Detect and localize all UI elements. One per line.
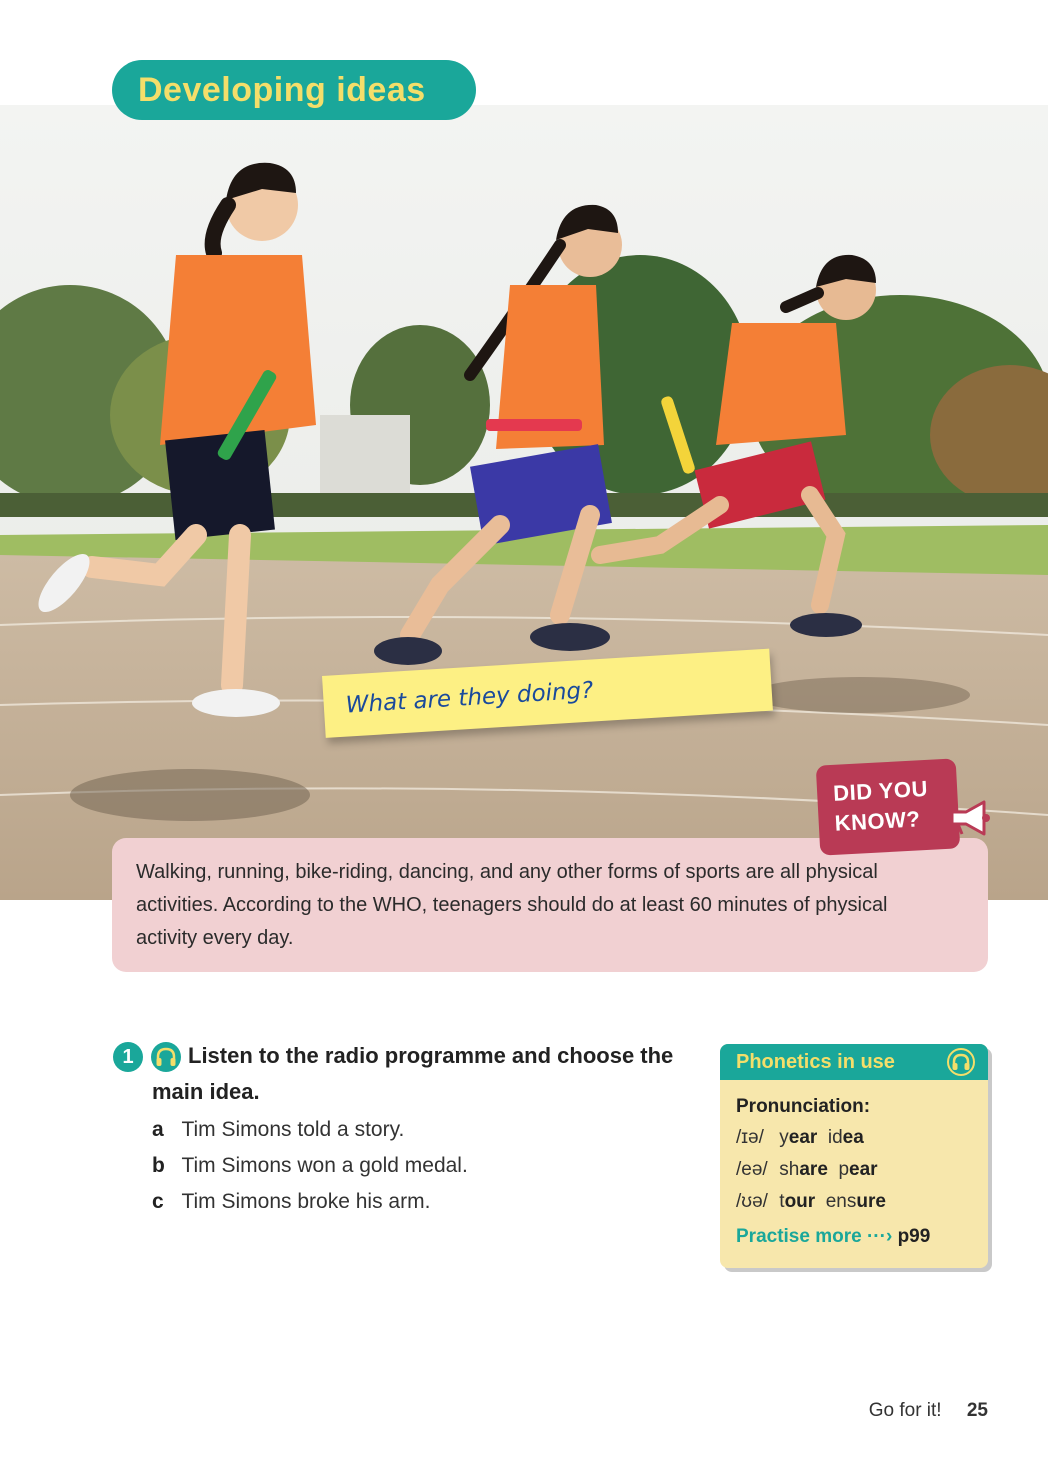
- phonetic-symbol: /eə/: [736, 1159, 768, 1180]
- option-letter: a: [152, 1118, 164, 1141]
- section-title: Developing ideas: [138, 70, 426, 109]
- example-word: tour: [779, 1191, 816, 1212]
- practise-page: p99: [897, 1226, 931, 1247]
- section-title-pill: [112, 60, 476, 120]
- phonetic-row: [736, 1154, 988, 1186]
- example-word: ensure: [825, 1191, 886, 1212]
- answer-options: [152, 1112, 468, 1220]
- exercise-number-badge: [113, 1042, 143, 1072]
- option-b[interactable]: [152, 1148, 468, 1184]
- exercise-instruction: Listen to the radio programme and choose the main idea.: [152, 1043, 674, 1104]
- phonetics-box: [720, 1044, 988, 1268]
- example-word: share: [779, 1159, 828, 1180]
- pronunciation-title: Pronunciation:: [736, 1096, 871, 1117]
- option-text: Tim Simons told a story.: [181, 1118, 405, 1141]
- option-text: Tim Simons broke his arm.: [181, 1190, 431, 1213]
- dyk-tag-line1: DID YOU: [832, 775, 929, 806]
- phonetics-header: [720, 1044, 988, 1080]
- phonetic-row: [736, 1122, 988, 1154]
- did-you-know-box: [112, 838, 988, 972]
- exercise-number: 1: [122, 1045, 134, 1068]
- page-footer: [869, 1400, 988, 1422]
- phonetic-symbol: /ʊə/: [736, 1191, 768, 1212]
- example-word: idea: [827, 1127, 864, 1148]
- did-you-know-tag: [816, 758, 961, 855]
- option-text: Tim Simons won a gold medal.: [181, 1154, 468, 1177]
- option-a[interactable]: [152, 1112, 468, 1148]
- example-word: year: [779, 1127, 818, 1148]
- example-word: pear: [838, 1159, 878, 1180]
- headphones-icon[interactable]: [946, 1047, 976, 1083]
- phonetic-symbol: /ɪə/: [736, 1127, 764, 1148]
- arrow-icon: ···›: [866, 1226, 893, 1247]
- option-letter: c: [152, 1190, 164, 1213]
- did-you-know-text: Walking, running, bike-riding, dancing, and any other forms of sports are all physical activities. According to the WHO, teenagers should do at least 60 minutes of physical activity every day.: [136, 861, 888, 949]
- megaphone-icon: [948, 798, 992, 843]
- practise-label: Practise more: [736, 1226, 862, 1247]
- dyk-tag-line2: KNOW?: [834, 806, 921, 836]
- phonetics-heading: Phonetics in use: [736, 1050, 895, 1073]
- practise-more-link[interactable]: [736, 1226, 988, 1248]
- option-c[interactable]: [152, 1184, 468, 1220]
- option-letter: b: [152, 1154, 165, 1177]
- page-number: 25: [966, 1400, 988, 1421]
- book-title: Go for it!: [868, 1400, 942, 1421]
- phonetic-row: [736, 1186, 988, 1218]
- sticky-question-text: What are they doing?: [345, 677, 595, 719]
